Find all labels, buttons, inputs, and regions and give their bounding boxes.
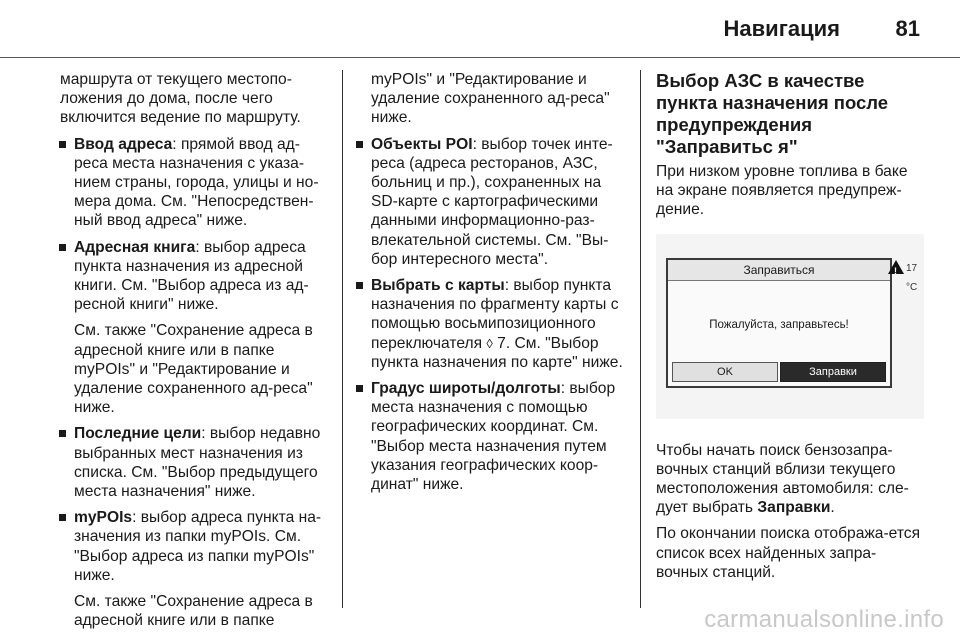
- list-item-poi: [357, 135, 625, 269]
- header-rule: [0, 57, 960, 58]
- list-item-select-map: [357, 276, 625, 372]
- col2-intro: myPOIs" и "Редактирование и удаление сохраненного ад-реса" ниже.: [371, 71, 610, 127]
- desc-coordinates: : выбор места назначения с помощью географических координат. См. "Выбор места назначения путем указания географических коор-динат" ниже.: [371, 380, 616, 494]
- screen-message: Пожалуйста, заправьтесь!: [709, 318, 849, 331]
- column-1: [60, 70, 328, 637]
- list-item-coordinates: [357, 379, 625, 494]
- desc-address-input: : прямой ввод ад-реса места назначения с указа-нием страны, города, улицы и но-мера дома. См. "Непосредствен-ный ввод адреса" ниже.: [74, 135, 319, 230]
- desc-select-map-a: : выбор пункта назначения по фрагменту карты с помощью восьмипозиционного переключателя: [371, 277, 619, 352]
- column-3: [656, 70, 924, 589]
- list-item-address-input: [60, 135, 328, 231]
- screen-title: Заправиться: [668, 260, 890, 281]
- note-mypois: См. также "Сохранение адреса в адресной книге или в папке: [74, 593, 313, 630]
- temperature-readout: 17 °C: [906, 262, 918, 293]
- list-item-recent: [60, 424, 328, 501]
- page-number: 81: [895, 16, 920, 41]
- section-heading: Выбор АЗС в качестве пункта назначения после предупреждения "Заправитьс я": [656, 70, 889, 157]
- term-recent: Последние цели: [74, 425, 202, 443]
- col3-p2-term: Заправки: [757, 499, 831, 517]
- warning-icon: [888, 260, 904, 274]
- col3-p2-text-b: .: [830, 499, 835, 517]
- section-title: Навигация: [723, 16, 840, 41]
- column-divider-1: [342, 70, 343, 608]
- watermark: carmanualsonline.info: [704, 606, 944, 633]
- page-header: [0, 0, 960, 58]
- fuel-stations-button[interactable]: Заправки: [780, 362, 886, 382]
- col1-intro: маршрута от текущего местопо-ложения до дома, после чего включится ведение по маршруту.: [60, 71, 301, 127]
- column-2: [357, 70, 625, 501]
- list-item-address-book: [60, 238, 328, 315]
- desc-mypois: : выбор адреса пункта на-значения из папки myPOIs. См. "Выбор адреса из папки myPOIs" ниже.: [74, 509, 322, 584]
- term-mypois: myPOIs: [74, 509, 133, 527]
- col3-paragraph-2: [656, 441, 924, 518]
- desc-recent: : выбор недавно выбранных мест назначения из списка. См. "Выбор предыдущего места назначения" ниже.: [74, 425, 321, 501]
- col3-p2-text-a: Чтобы начать поиск бензозапра-вочных станций вблизи текущего местоположения автомобиля: сле-дует выбрать: [656, 441, 909, 517]
- col3-paragraph-1: При низком уровне топлива в баке на экране появляется предупреж-дение.: [656, 163, 908, 219]
- screen-figure: [656, 234, 924, 419]
- term-select-map: Выбрать с карты: [371, 277, 505, 295]
- desc-select-map-b: 7. См. "Выбор пункта назначения по карте" ниже.: [371, 334, 623, 371]
- desc-poi: : выбор точек инте-реса (адреса ресторанов, АЗС, больниц и пр.), сохраненных на SD-карте с картографическими данными информационно-раз-влекательной системы. См. "Вы-бор интересного места".: [371, 135, 613, 268]
- page-reference-icon: ◊: [486, 335, 493, 351]
- desc-address-book: : выбор адреса пункта назначения из адресной книги. См. "Выбор адреса из ад-ресной книги" ниже.: [74, 238, 309, 314]
- screen-frame: [666, 258, 892, 388]
- note-address-book: См. также "Сохранение адреса в адресной книге или в папке myPOIs" и "Редактирование и удаление сохраненного ад-реса" ниже.: [74, 322, 313, 417]
- list-item-mypois: [60, 508, 328, 585]
- column-divider-2: [640, 70, 641, 608]
- term-coordinates: Градус широты/долготы: [371, 380, 561, 398]
- col3-paragraph-3: По окончании поиска отобража-ется список всех найденных запра-вочных станций.: [656, 525, 921, 581]
- term-poi: Объекты POI: [371, 135, 473, 153]
- term-address-input: Ввод адреса: [74, 135, 173, 153]
- term-address-book: Адресная книга: [74, 238, 196, 256]
- ok-button[interactable]: OK: [672, 362, 778, 382]
